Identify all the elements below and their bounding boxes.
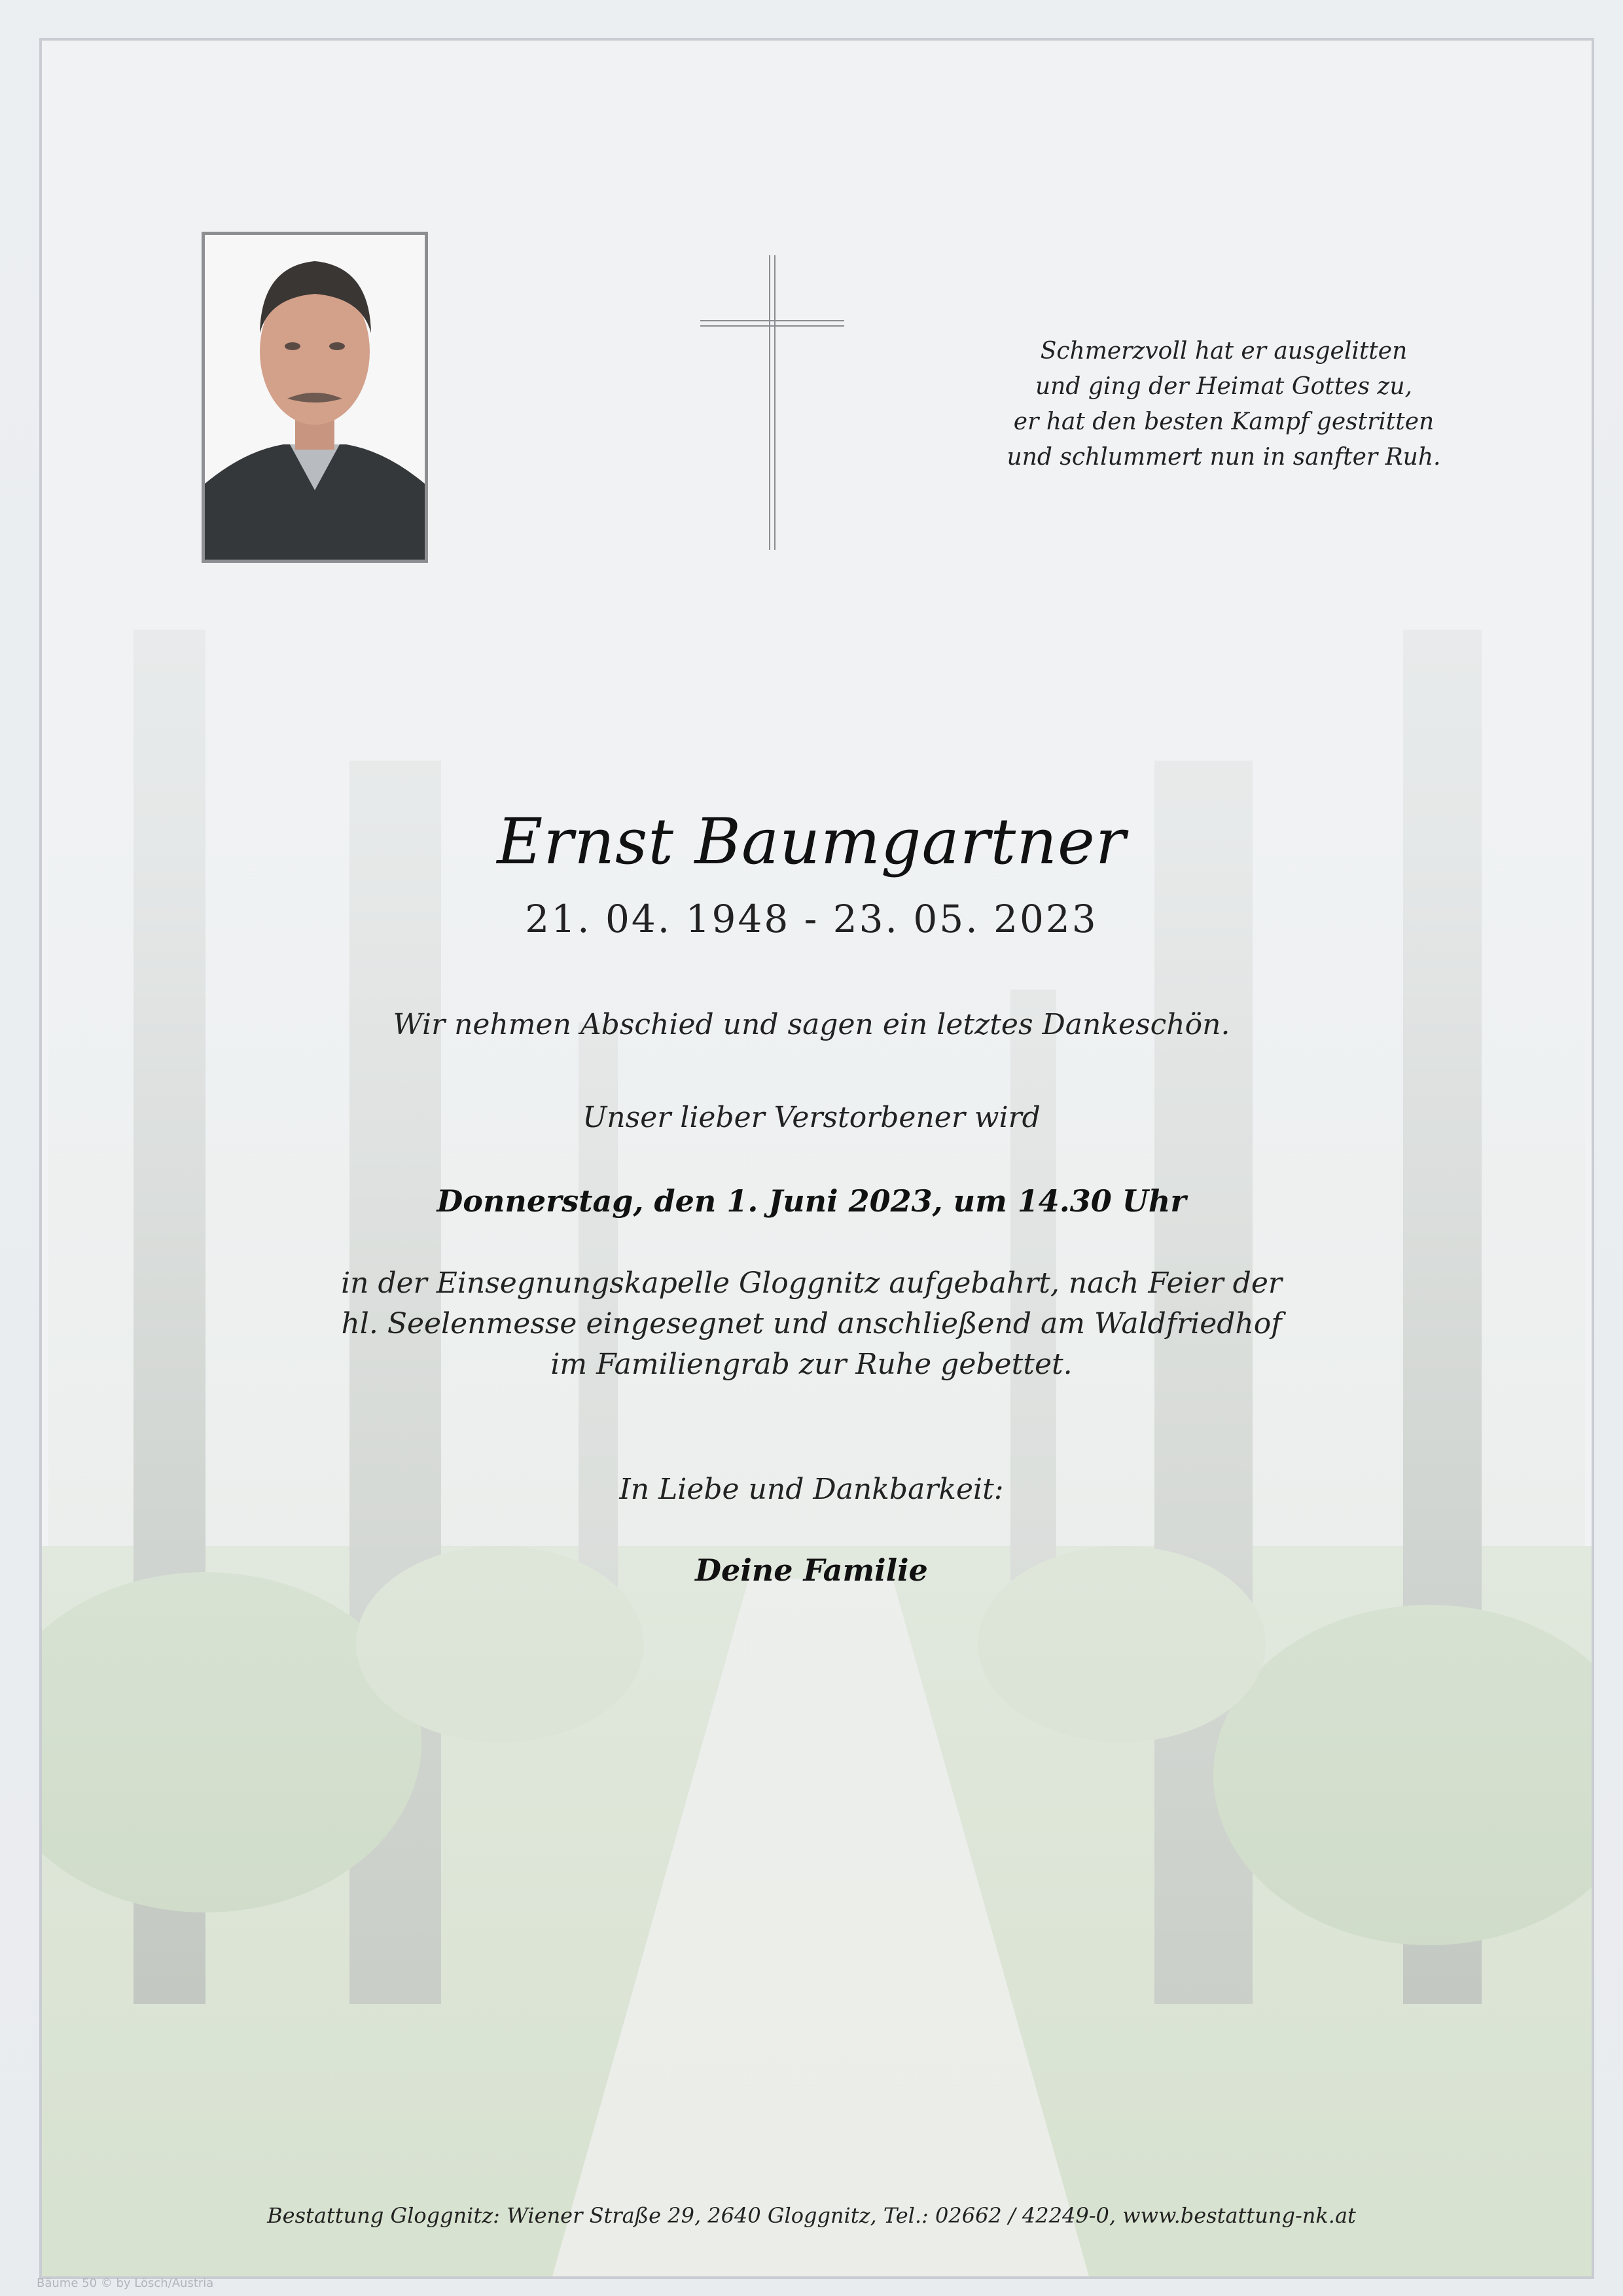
funeral-home-footer: Bestattung Gloggnitz: Wiener Straße 29, 2640 Gloggnitz, Tel.: 02662 / 42249-0, www.bestattung-nk.at — [267, 2203, 1356, 2228]
farewell-text: Wir nehmen Abschied und sagen ein letztes Dankeschön. — [393, 1008, 1230, 1041]
ceremony-date: Donnerstag, den 1. Juni 2023, um 14.30 Uhr — [437, 1183, 1186, 1219]
verse-block — [942, 334, 1505, 475]
life-dates: 21. 04. 1948 - 23. 05. 2023 — [525, 897, 1098, 941]
latin-cross-icon — [700, 255, 844, 550]
ceremony-details — [288, 1263, 1335, 1385]
verse-line: Schmerzvoll hat er ausgelitten — [1040, 338, 1408, 365]
image-credit: Bäume 50 © by Lösch/Austria — [37, 2276, 214, 2290]
closing-text: In Liebe und Dankbarkeit: — [619, 1473, 1004, 1506]
deceased-name: Ernst Baumgartner — [497, 805, 1126, 878]
verse-line: und schlummert nun in sanfter Ruh. — [1007, 444, 1441, 471]
signature: Deine Familie — [695, 1552, 928, 1588]
intro-text: Unser lieber Verstorbener wird — [582, 1101, 1041, 1134]
ceremony-line: in der Einsegnungskapelle Gloggnitz aufgebahrt, nach Feier der — [341, 1266, 1282, 1300]
verse-line: er hat den besten Kampf gestritten — [1013, 408, 1435, 435]
ceremony-line: hl. Seelenmesse eingesegnet und anschließend am Waldfriedhof — [341, 1307, 1282, 1340]
ceremony-line: im Familiengrab zur Ruhe gebettet. — [550, 1348, 1073, 1381]
portrait-photo — [202, 232, 428, 563]
verse-line: und ging der Heimat Gottes zu, — [1035, 373, 1412, 400]
